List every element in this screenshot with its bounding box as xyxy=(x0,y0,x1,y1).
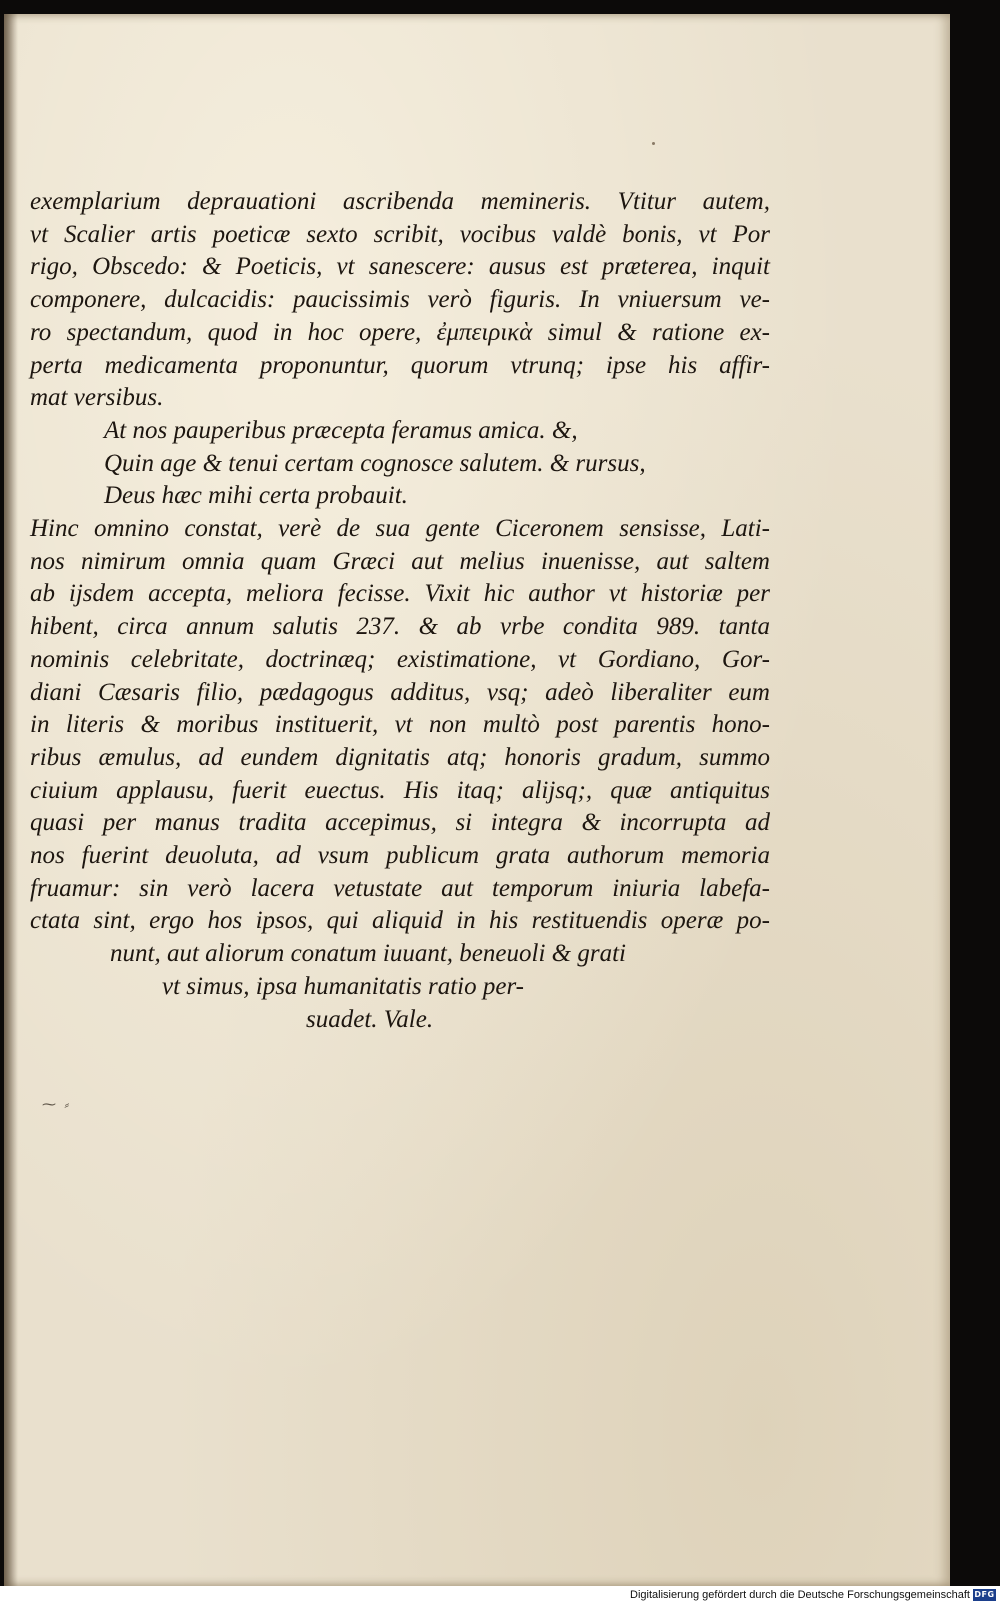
text-line: rigo, Obscedo: & Poeticis, vt sanescere: ausus est præterea, inquit xyxy=(30,253,770,281)
footer-credit: Digitalisierung gefördert durch die Deutsche Forschungsgemeinschaft xyxy=(630,1589,970,1601)
text-line: Hinc omnino constat, verè de sua gente Ciceronem sensisse, Lati- xyxy=(30,515,770,543)
text-line: nominis celebritate, doctrinæq; existimatione, vt Gordiano, Gor- xyxy=(30,645,770,673)
paper-speck xyxy=(652,142,655,145)
text-line: in literis & moribus instituerit, vt non multò post parentis hono- xyxy=(30,711,770,739)
gutter-shadow xyxy=(4,14,18,1586)
text-line: nos nimirum omnia quam Græci aut melius inuenisse, aut saltem xyxy=(30,547,770,575)
verse-line: Quin age & tenui certam cognosce salutem. & rursus, xyxy=(104,449,646,477)
book-page xyxy=(4,14,950,1586)
text-line: ciuium applausu, fuerit euectus. His itaq; alijsq;, quæ antiquitus xyxy=(30,776,770,804)
text-line: diani Cæsaris filio, pædagogus additus, vsq; adeò liberaliter eum xyxy=(30,678,770,706)
text-line: mat versibus. xyxy=(30,384,164,412)
text-line: vt Scalier artis poeticæ sexto scribit, vocibus valdè bonis, vt Por xyxy=(30,220,770,248)
text-line: componere, dulcacidis: paucissimis verò figuris. In vniuersum ve- xyxy=(30,286,770,314)
text-line: exemplarium deprauationi ascribenda memineris. Vtitur autem, xyxy=(30,188,770,215)
closing-line: nunt, aut aliorum conatum iuuant, beneuoli & grati xyxy=(110,940,626,968)
verse-line: Deus hæc mihi certa probauit. xyxy=(104,482,408,510)
text-line: quasi per manus tradita accepimus, si integra & incorrupta ad xyxy=(30,809,770,837)
text-line: nos fuerint deuoluta, ad vsum publicum grata authorum memoria xyxy=(30,842,770,870)
text-line: ro spectandum, quod in hoc opere, ἐμπειρικὰ simul & ratione ex- xyxy=(30,318,770,346)
text-line: hibent, circa annum salutis 237. & ab vrbe condita 989. tanta xyxy=(30,613,770,641)
closing-line: suadet. Vale. xyxy=(306,1005,434,1033)
text-line: fruamur: sin verò lacera vetustate aut temporum iniuria labefa- xyxy=(30,874,770,902)
dfg-logo-icon: DFG xyxy=(974,1590,995,1599)
text-line: ribus æmulus, ad eundem dignitatis atq; honoris gradum, summo xyxy=(30,743,770,771)
text-line: ab ijsdem accepta, meliora fecisse. Vixit hic author vt historiæ per xyxy=(30,580,770,608)
text-line: ctata sint, ergo hos ipsos, qui aliquid in his restituendis operæ po- xyxy=(30,907,770,935)
text-line: perta medicamenta proponuntur, quorum vtrunq; ipse his affir- xyxy=(30,351,770,379)
page-text xyxy=(30,186,770,1036)
verse-line: At nos pauperibus præcepta feramus amica. &, xyxy=(104,416,578,444)
closing-line: vt simus, ipsa humanitatis ratio per- xyxy=(162,972,525,1000)
stray-ink-mark: ⁓ ⸗ xyxy=(42,1097,72,1113)
